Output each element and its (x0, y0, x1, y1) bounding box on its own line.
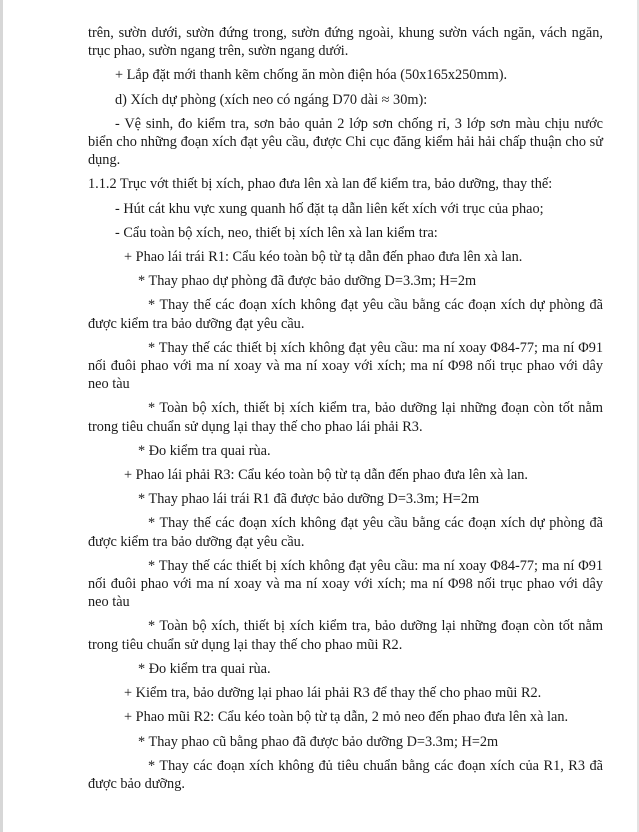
buoy-r1-step-1: * Thay phao dự phòng đã được bảo dưỡng D=3.3m; H=2m (138, 273, 477, 290)
continuation-paragraph: trên, sườn dưới, sườn đứng trong, sườn đứng ngoài, khung sườn vách ngăn, vách ngăn, trục phao, sườn ngang trên, sườn ngang dưới. (88, 25, 603, 60)
buoy-r1-step-3: * Thay thế các thiết bị xích không đạt yêu cầu: ma ní xoay Φ84-77; ma ní Φ91 nối đuôi phao với ma ní xoay và ma ní xoay với xích; ma ní Φ98 nối trục phao với dây neo tàu (88, 339, 603, 393)
buoy-r1-step-4: * Toàn bộ xích, thiết bị xích kiểm tra, bảo dưỡng lại những đoạn còn tốt nằm trong tiêu chuẩn sử dụng lại thay thế cho phao lái phải R3. (88, 400, 603, 435)
buoy-r3-check: + Kiểm tra, bảo dưỡng lại phao lái phải R3 để thay thế cho phao mũi R2. (124, 685, 542, 702)
dash-item-lift: - Cẩu toàn bộ xích, neo, thiết bị xích lên xà lan kiểm tra: (115, 224, 438, 241)
buoy-r3-step-2: * Thay thế các đoạn xích không đạt yêu cầu bằng các đoạn xích dự phòng đã được kiểm tra bảo dưỡng đạt yêu cầu. (88, 515, 603, 550)
buoy-r3-step-4: * Toàn bộ xích, thiết bị xích kiểm tra, bảo dưỡng lại những đoạn còn tốt nằm trong tiêu chuẩn sử dụng lại thay thế cho phao mũi R2. (88, 618, 603, 653)
buoy-r2-step-1: * Thay phao cũ bằng phao đã được bảo dưỡng D=3.3m; H=2m (138, 733, 499, 750)
buoy-r2-heading: + Phao mũi R2: Cẩu kéo toàn bộ từ tạ dẫn, 2 mỏ neo đến phao đưa lên xà lan. (124, 709, 569, 726)
buoy-r1-heading: + Phao lái trái R1: Cẩu kéo toàn bộ từ tạ dẫn đến phao đưa lên xà lan. (124, 249, 523, 266)
buoy-r3-step-3: * Thay thế các thiết bị xích không đạt yêu cầu: ma ní xoay Φ84-77; ma ní Φ91 nối đuôi phao với ma ní xoay và ma ní xoay với xích; ma ní Φ98 nối trục phao với dây neo tàu (88, 557, 603, 611)
buoy-r3-step-5: * Đo kiểm tra quai rùa. (138, 660, 271, 677)
buoy-r1-step-2: * Thay thế các đoạn xích không đạt yêu cầu bằng các đoạn xích dự phòng đã được kiểm tra bảo dưỡng đạt yêu cầu. (88, 297, 603, 332)
spare-chain-body: - Vệ sinh, đo kiểm tra, sơn bảo quản 2 lớp sơn chống rỉ, 3 lớp sơn màu chịu nước biển cho những đoạn xích đạt yêu cầu, được Chi cục đăng kiểm hải hải chấp thuận cho sử dụng. (88, 115, 603, 169)
buoy-r3-step-1: * Thay phao lái trái R1 đã được bảo dưỡng D=3.3m; H=2m (138, 491, 480, 508)
section-heading-112: 1.1.2 Trục vớt thiết bị xích, phao đưa lên xà lan để kiểm tra, bảo dưỡng, thay thế: (88, 176, 553, 193)
buoy-r1-step-5: * Đo kiểm tra quai rùa. (138, 442, 271, 459)
spare-chain-heading: d) Xích dự phòng (xích neo có ngáng D70 dài ≈ 30m): (115, 91, 428, 108)
buoy-r3-heading: + Phao lái phải R3: Cẩu kéo toàn bộ từ tạ dẫn đến phao đưa lên xà lan. (124, 467, 528, 484)
buoy-r2-step-2: * Thay các đoạn xích không đủ tiêu chuẩn bằng các đoạn xích của R1, R3 đã được bảo dưỡng. (88, 757, 603, 792)
dash-item-sand: - Hút cát khu vực xung quanh hố đặt tạ dẫn liên kết xích với trục của phao; (115, 200, 544, 217)
anode-item: + Lắp đặt mới thanh kẽm chống ăn mòn điện hóa (50x165x250mm). (115, 67, 508, 84)
scan-left-edge (0, 0, 3, 832)
